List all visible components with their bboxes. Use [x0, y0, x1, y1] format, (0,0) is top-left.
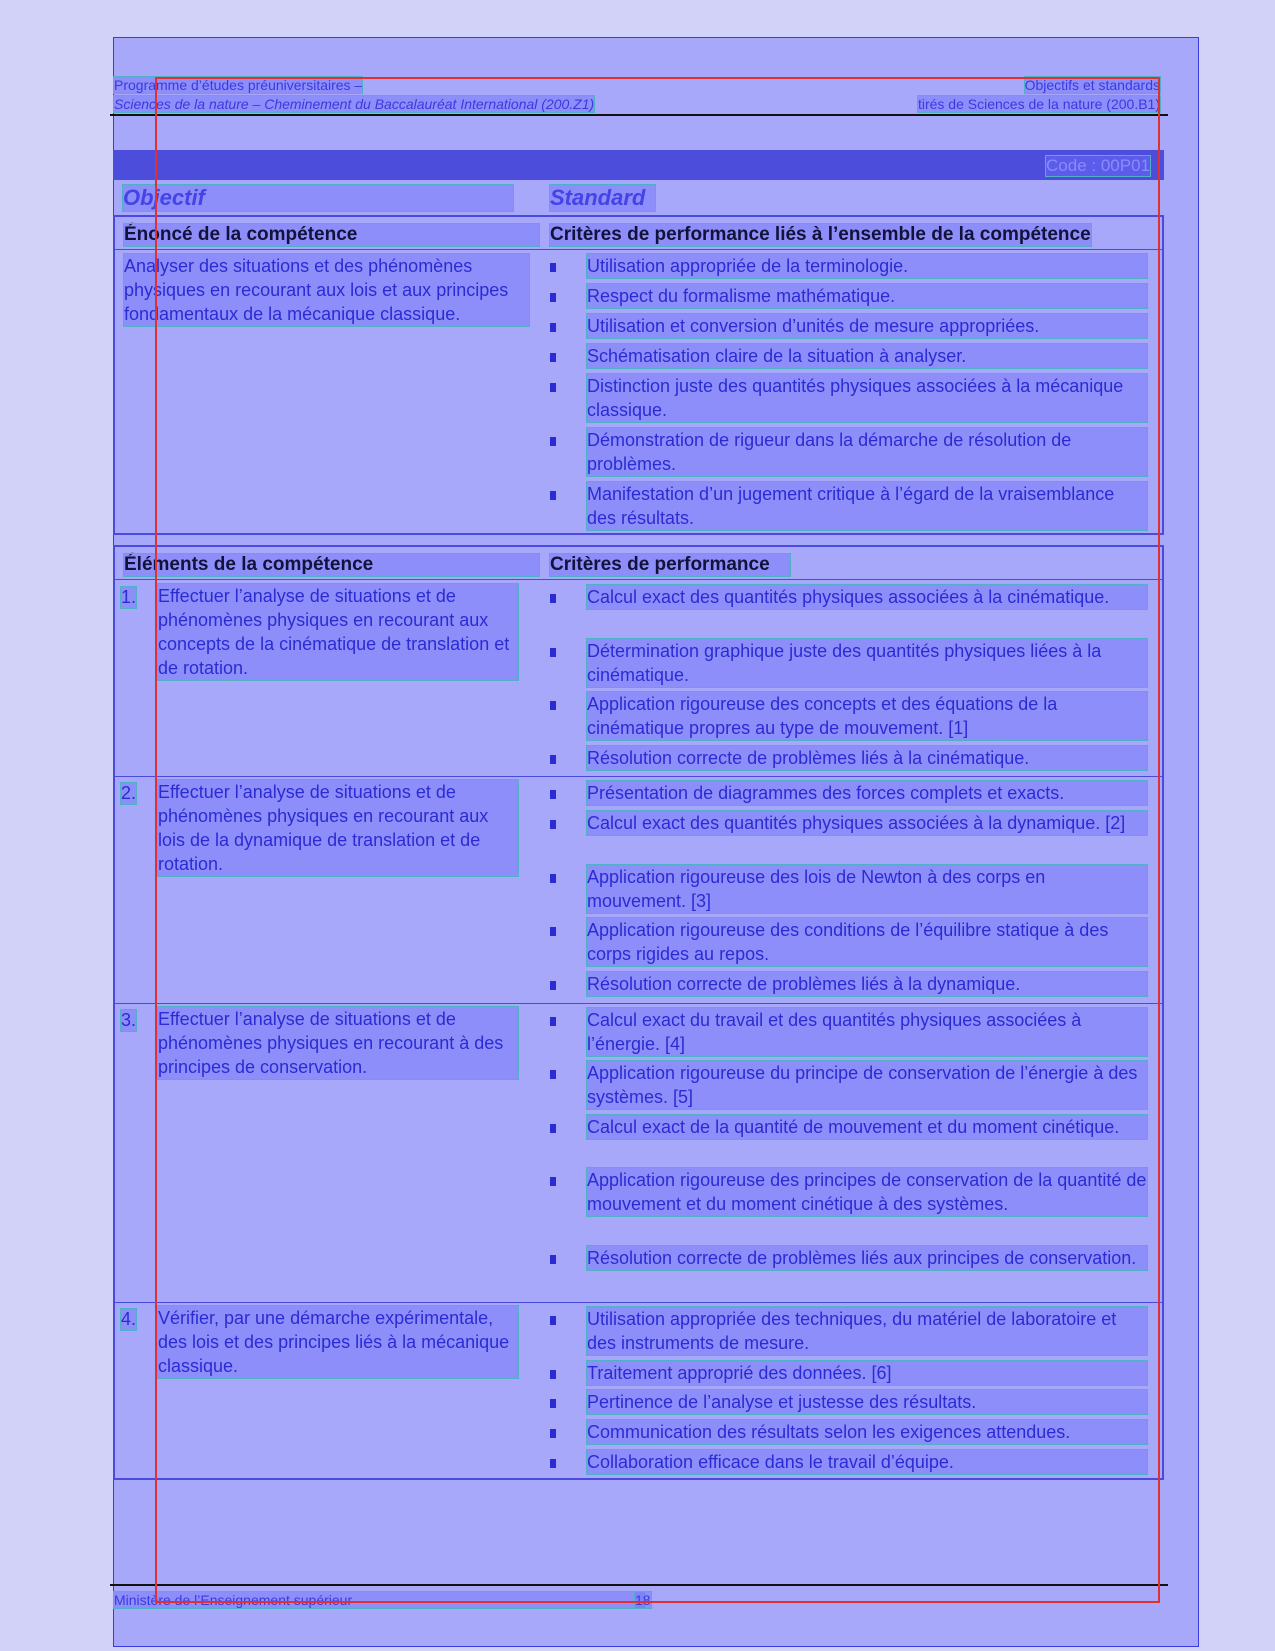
- critere-item: Détermination graphique juste des quantités physiques liées à la cinématique.: [587, 639, 1147, 687]
- bullet: [550, 1255, 556, 1264]
- bullet: [550, 755, 556, 764]
- competence-divider: [115, 249, 1162, 250]
- header-program-subtitle: Sciences de la nature – Cheminement du Baccalauréat International (200.Z1): [114, 96, 595, 112]
- bullet: [550, 1070, 556, 1079]
- bullet: [550, 491, 556, 500]
- footer-ministry: Ministère de l’Enseignement supérieur: [114, 1592, 644, 1608]
- bullet: [550, 1429, 556, 1438]
- critere-item: Démonstration de rigueur dans la démarche de résolution de problèmes.: [587, 428, 1147, 476]
- bullet: [550, 701, 556, 710]
- critere-item: Calcul exact des quantités physiques associées à la cinématique.: [587, 585, 1147, 609]
- bullet: [550, 263, 556, 272]
- bullet: [550, 353, 556, 362]
- header-section: Objectifs et standards: [1024, 77, 1160, 93]
- enonce-heading: Énoncé de la compétence: [124, 224, 539, 246]
- element-divider: [115, 776, 1162, 777]
- critere-item: Communication des résultats selon les exigences attendues.: [587, 1420, 1147, 1444]
- element-text: Effectuer l’analyse de situations et de phénomènes physiques en recourant aux concepts de la cinématique de translation et de rotation.: [158, 584, 518, 680]
- critere-item: Application rigoureuse des conditions de l’équilibre statique à des corps rigides au repos.: [587, 918, 1147, 966]
- critere-item: Résolution correcte de problèmes liés à la cinématique.: [587, 746, 1147, 770]
- critere-item: Collaboration efficace dans le travail d’équipe.: [587, 1450, 1147, 1474]
- element-text: Effectuer l’analyse de situations et de phénomènes physiques en recourant à des principes de conservation.: [158, 1007, 518, 1079]
- competence-code: Code : 00P01: [1046, 156, 1150, 175]
- bullet: [550, 594, 556, 603]
- element-text: Effectuer l’analyse de situations et de phénomènes physiques en recourant aux lois de la dynamique de translation et de rotation.: [158, 780, 518, 876]
- critere-item: Manifestation d’un jugement critique à l’égard de la vraisemblance des résultats.: [587, 482, 1147, 530]
- critere-item: Calcul exact du travail et des quantités physiques associées à l’énergie. [4]: [587, 1008, 1147, 1056]
- critere-item: Utilisation appropriée de la terminologie.: [587, 254, 1147, 278]
- critere-item: Pertinence de l’analyse et justesse des résultats.: [587, 1390, 1147, 1414]
- objectif-label: Objectif: [123, 185, 513, 211]
- bullet: [550, 820, 556, 829]
- bullet: [550, 323, 556, 332]
- critere-item: Utilisation appropriée des techniques, du matériel de laboratoire et des instruments de mesure.: [587, 1307, 1147, 1355]
- critere-item: Application rigoureuse des principes de conservation de la quantité de mouvement et du moment cinétique à des systèmes.: [587, 1170, 1147, 1214]
- bullet: [550, 1124, 556, 1133]
- bullet: [550, 1316, 556, 1325]
- competence-table: [113, 215, 1164, 535]
- elements-heading: Éléments de la compétence: [124, 554, 539, 576]
- header-source: tirés de Sciences de la nature (200.B1): [917, 96, 1160, 112]
- critere-item: Présentation de diagrammes des forces complets et exacts.: [587, 781, 1147, 805]
- page-number: 18: [635, 1592, 651, 1608]
- critere-item: Utilisation et conversion d’unités de mesure appropriées.: [587, 314, 1147, 338]
- critere-item: Application rigoureuse des lois de Newton à des corps en mouvement. [3]: [587, 865, 1147, 913]
- enonce-text: Analyser des situations et des phénomènes physiques en recourant aux lois et aux principes fondamentaux de la mécanique classique.: [124, 254, 529, 326]
- bullet: [550, 293, 556, 302]
- critere-item: Application rigoureuse du principe de conservation de l’énergie à des systèmes. [5]: [587, 1061, 1147, 1109]
- bullet: [550, 1459, 556, 1468]
- critere-item: Calcul exact des quantités physiques associées à la dynamique. [2]: [587, 811, 1147, 835]
- header-program: Programme d’études préuniversitaires –: [114, 77, 363, 93]
- critere-item: Schématisation claire de la situation à analyser.: [587, 344, 1147, 368]
- bullet: [550, 927, 556, 936]
- element-divider: [115, 1302, 1162, 1303]
- critere-item: Résolution correcte de problèmes liés à la dynamique.: [587, 972, 1147, 996]
- elements-table: [113, 545, 1164, 1480]
- footer-rule: [110, 1584, 1168, 1586]
- critere-item: Distinction juste des quantités physiques associées à la mécanique classique.: [587, 374, 1147, 422]
- element-number: 1.: [121, 587, 137, 607]
- element-number: 3.: [121, 1010, 137, 1030]
- standard-label: Standard: [550, 185, 655, 211]
- bullet: [550, 648, 556, 657]
- critere-item: Traitement approprié des données. [6]: [587, 1361, 1147, 1385]
- element-divider: [115, 1003, 1162, 1004]
- bullet: [550, 790, 556, 799]
- bullet: [550, 874, 556, 883]
- critere-item: Résolution correcte de problèmes liés aux principes de conservation.: [587, 1246, 1147, 1270]
- element-text: Vérifier, par une démarche expérimentale, des lois et des principes liés à la mécanique classique.: [158, 1306, 518, 1378]
- bullet: [550, 1370, 556, 1379]
- element-number: 2.: [121, 783, 137, 803]
- bullet: [550, 383, 556, 392]
- elements-divider: [115, 579, 1162, 580]
- header-rule: [110, 114, 1168, 116]
- bullet: [550, 437, 556, 446]
- code-band: [113, 150, 1164, 180]
- criteres-ensemble-heading: Critères de performance liés à l’ensemble de la compétence: [550, 224, 1091, 245]
- critere-item: Application rigoureuse des concepts et des équations de la cinématique propres au type de mouvement. [1]: [587, 692, 1147, 740]
- bullet: [550, 981, 556, 990]
- element-number: 4.: [121, 1309, 137, 1329]
- bullet: [550, 1017, 556, 1026]
- bullet: [550, 1399, 556, 1408]
- critere-item: Respect du formalisme mathématique.: [587, 284, 1147, 308]
- bullet: [550, 1177, 556, 1186]
- criteres-heading: Critères de performance: [550, 554, 790, 576]
- critere-item: Calcul exact de la quantité de mouvement et du moment cinétique.: [587, 1115, 1147, 1139]
